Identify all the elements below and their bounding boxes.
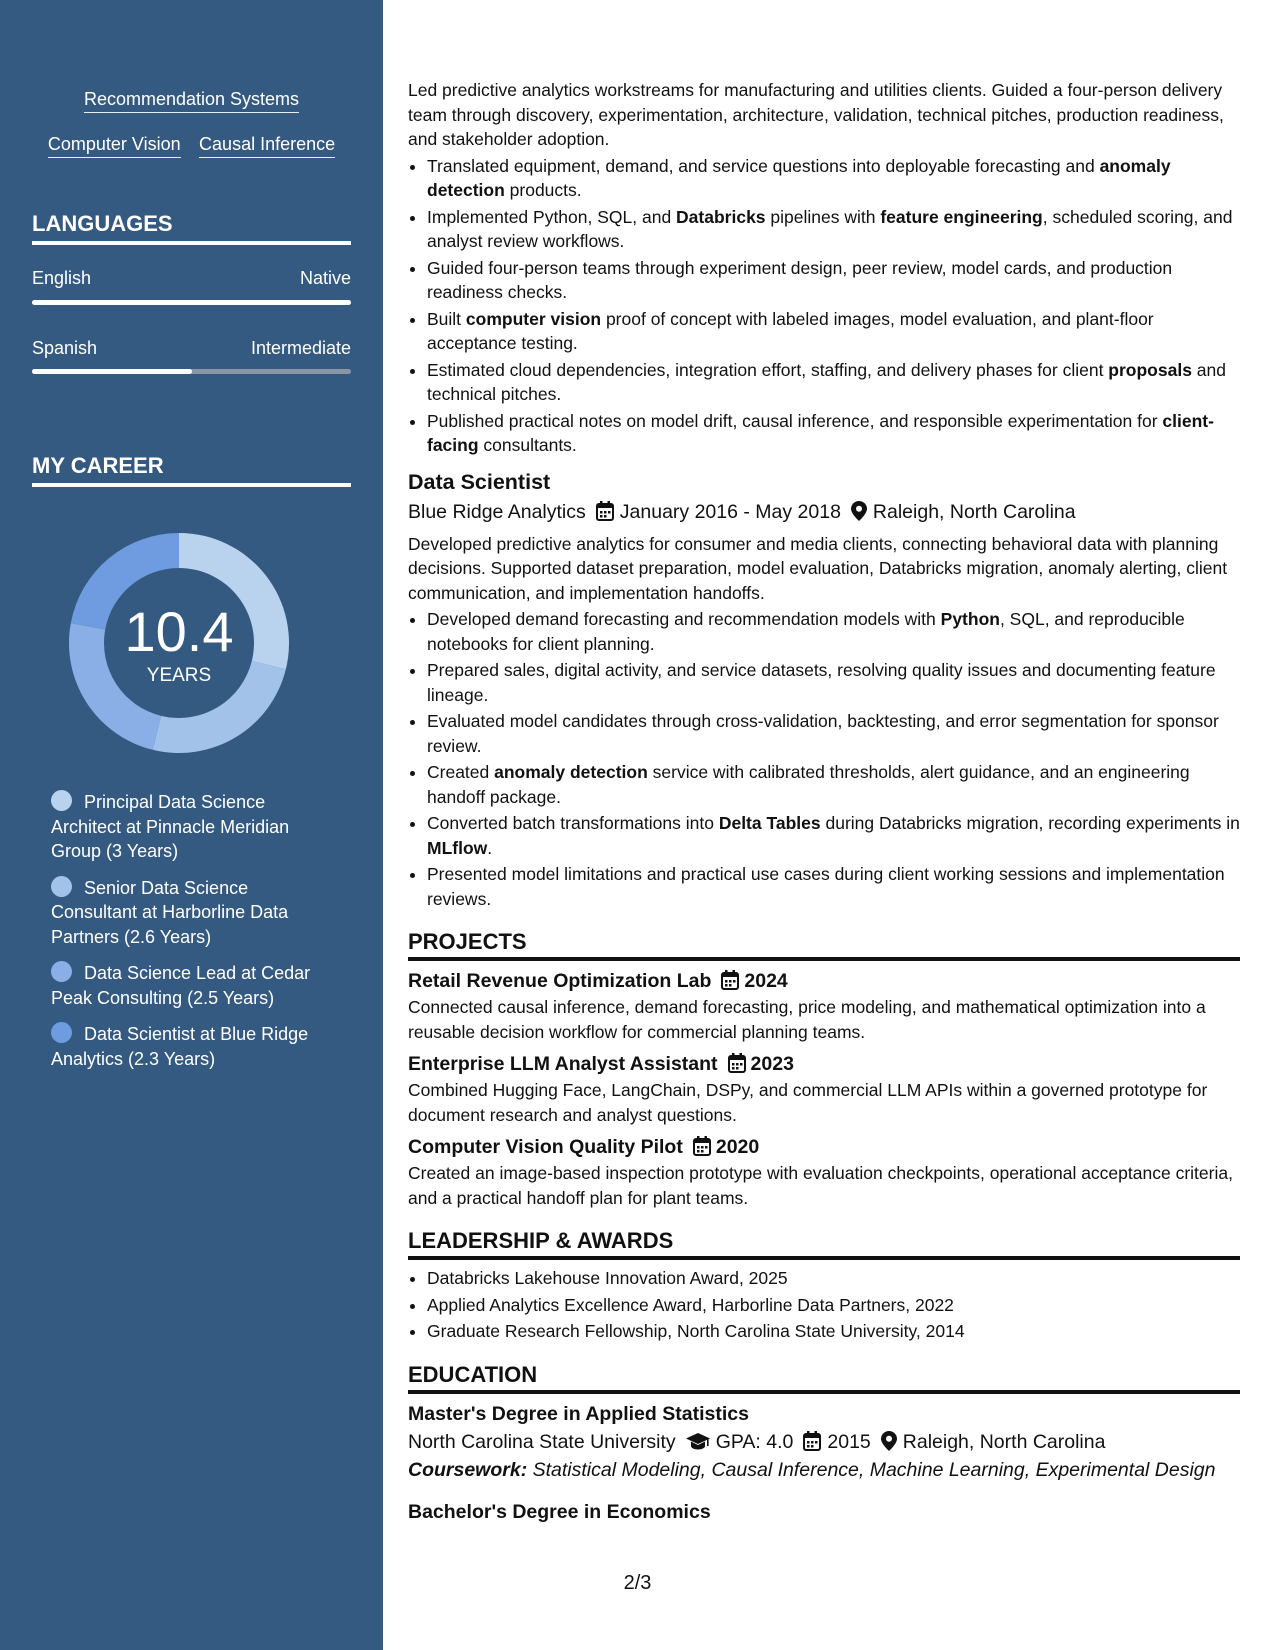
career-donut-chart: [66, 530, 292, 756]
language-name: Spanish: [32, 338, 98, 358]
calendar-icon: [693, 1136, 711, 1156]
job-bullets: [408, 154, 1240, 458]
language-row: [32, 336, 351, 360]
page-number: 2/3: [623, 1572, 652, 1594]
degree-gpa: GPA: 4.0: [715, 1430, 794, 1453]
award-item: • Graduate Research Fellowship, North Carolina State University, 2014: [427, 1319, 1240, 1344]
job-bullet: • Developed demand forecasting and recommendation models with Python, SQL, and reproducible notebooks for client planning.: [427, 607, 1240, 656]
career-item: [51, 790, 336, 864]
calendar-icon: [803, 1431, 821, 1451]
project-description: Connected causal inference, demand forecasting, price modeling, and mathematical optimization into a reusable decision workflow for commercial planning teams.: [408, 997, 1206, 1042]
language-proficiency-bar: [32, 369, 351, 374]
legend-dot-icon: [51, 790, 72, 811]
project-title: Computer Vision Quality Pilot: [408, 1136, 683, 1158]
job-bullet: • Prepared sales, digital activity, and service datasets, resolving quality issues and documenting feature lineage.: [427, 658, 1240, 707]
job-bullet: • Built computer vision proof of concept with labeled images, model evaluation, and plant-floor acceptance testing.: [427, 307, 1240, 356]
coursework-label: Coursework:: [408, 1458, 528, 1481]
job-title: Data Scientist: [408, 469, 551, 494]
degree-location: Raleigh, North Carolina: [902, 1430, 1106, 1453]
map-pin-icon: [881, 1431, 897, 1451]
school-name: North Carolina State University: [408, 1430, 676, 1453]
job-bullets: [408, 607, 1240, 911]
company-name: Blue Ridge Analytics: [408, 500, 586, 523]
career-item-text: Data Scientist at Blue Ridge Analytics (2.3 Years): [51, 1024, 309, 1069]
legend-dot-icon: [51, 961, 72, 982]
project-item: [408, 1133, 1240, 1210]
career-total-years: 10.4: [124, 600, 234, 663]
degree-meta: [408, 1428, 1240, 1456]
skills-row-1: [0, 87, 383, 113]
project-title-row: [408, 1133, 1240, 1161]
job-bullet: • Translated equipment, demand, and service questions into deployable forecasting and anomaly detection products.: [427, 154, 1240, 203]
coursework-list: Statistical Modeling, Causal Inference, Machine Learning, Experimental Design: [532, 1458, 1216, 1481]
main-content: [408, 78, 1240, 1526]
degree-title: Master's Degree in Applied Statistics: [408, 1402, 749, 1425]
calendar-icon: [596, 501, 614, 521]
career-years-label: YEARS: [146, 665, 212, 686]
job-dates: January 2016 - May 2018: [619, 500, 841, 523]
career-item-text: Data Science Lead at Cedar Peak Consulting (2.5 Years): [51, 963, 311, 1008]
job-bullet: • Published practical notes on model drift, causal inference, and responsible experimentation for client-facing consultants.: [427, 409, 1240, 458]
job-bullet: • Estimated cloud dependencies, integration effort, staffing, and delivery phases for client proposals and technical pitches.: [427, 358, 1240, 407]
language-proficiency-fill: [32, 300, 351, 305]
career-item-text: Senior Data Science Consultant at Harborline Data Partners (2.6 Years): [51, 877, 289, 947]
career-item-text: Principal Data Science Architect at Pinnacle Meridian Group (3 Years): [51, 792, 290, 861]
project-title: Enterprise LLM Analyst Assistant: [408, 1053, 718, 1075]
legend-dot-icon: [51, 1022, 72, 1043]
language-level: Intermediate: [250, 338, 351, 358]
job-location: Raleigh, North Carolina: [872, 500, 1076, 523]
sidebar: [0, 0, 383, 1650]
project-description: Created an image-based inspection prototype with evaluation checkpoints, operational acceptance criteria, and a practical handoff plan for plant teams.: [408, 1163, 1233, 1208]
award-item: • Databricks Lakehouse Innovation Award, 2025: [427, 1266, 1240, 1291]
degree-title: Bachelor's Degree in Economics: [408, 1500, 711, 1523]
project-title-row: [408, 1050, 1240, 1078]
language-proficiency-fill: [32, 369, 192, 374]
project-description: Combined Hugging Face, LangChain, DSPy, and commercial LLM APIs within a governed prototype for document research and analyst questions.: [408, 1080, 1208, 1125]
job-summary: Developed predictive analytics for consumer and media clients, connecting behavioral data with planning decisions. Supported dataset preparation, model evaluation, Databricks migration, anomaly alerting, client communication, and implementation handoffs.: [408, 533, 1228, 603]
languages-heading: LANGUAGES: [32, 210, 351, 245]
language-level: Native: [299, 268, 351, 288]
job-bullet: • Guided four-person teams through experiment design, peer review, model cards, and production readiness checks.: [427, 256, 1240, 305]
language-name: English: [32, 268, 92, 288]
language-row: [32, 266, 351, 290]
career-list: [51, 790, 336, 1083]
project-year: 2024: [744, 970, 788, 992]
career-item: [51, 1022, 336, 1071]
job-bullet: • Presented model limitations and practical use cases during client working sessions and implementation reviews.: [427, 862, 1240, 911]
career-heading: MY CAREER: [32, 452, 351, 487]
legend-dot-icon: [51, 876, 72, 897]
job-bullet: • Created anomaly detection service with calibrated thresholds, alert guidance, and an engineering handoff package.: [427, 760, 1240, 809]
career-item: [51, 876, 336, 950]
calendar-icon: [728, 1053, 746, 1073]
calendar-icon: [721, 970, 739, 990]
project-item: [408, 967, 1240, 1044]
awards-list: [408, 1266, 1240, 1344]
skill-tag: Recommendation Systems: [84, 87, 299, 113]
job-bullet: • Implemented Python, SQL, and Databricks pipelines with feature engineering, scheduled scoring, and analyst review workflows.: [427, 205, 1240, 254]
degree-year: 2015: [827, 1430, 871, 1453]
job-bullet: • Converted batch transformations into Delta Tables during Databricks migration, recording experiments in MLflow.: [427, 811, 1240, 860]
skills-row-2: [0, 132, 383, 158]
skill-tag: Computer Vision: [48, 132, 181, 158]
projects-heading: PROJECTS: [408, 928, 1240, 961]
education-heading: EDUCATION: [408, 1361, 1240, 1394]
project-item: [408, 1050, 1240, 1127]
award-item: • Applied Analytics Excellence Award, Harborline Data Partners, 2022: [427, 1293, 1240, 1318]
awards-heading: LEADERSHIP & AWARDS: [408, 1227, 1240, 1260]
graduation-cap-icon: [686, 1433, 710, 1451]
job-bullet: • Evaluated model candidates through cross-validation, backtesting, and error segmentation for sponsor review.: [427, 709, 1240, 758]
project-title: Retail Revenue Optimization Lab: [408, 970, 712, 992]
project-title-row: [408, 967, 1240, 995]
language-proficiency-bar: [32, 300, 351, 305]
job-meta: [408, 498, 1240, 526]
skill-tag: Causal Inference: [199, 132, 335, 158]
job-summary: Led predictive analytics workstreams for manufacturing and utilities clients. Guided a four-person delivery team through discovery, experimentation, architecture, validation, technical pitches, production readiness, and stakeholder adoption.: [408, 80, 1224, 149]
map-pin-icon: [851, 501, 867, 521]
project-year: 2023: [750, 1053, 794, 1075]
career-item: [51, 961, 336, 1010]
coursework: [408, 1456, 1240, 1484]
project-year: 2020: [715, 1136, 760, 1158]
